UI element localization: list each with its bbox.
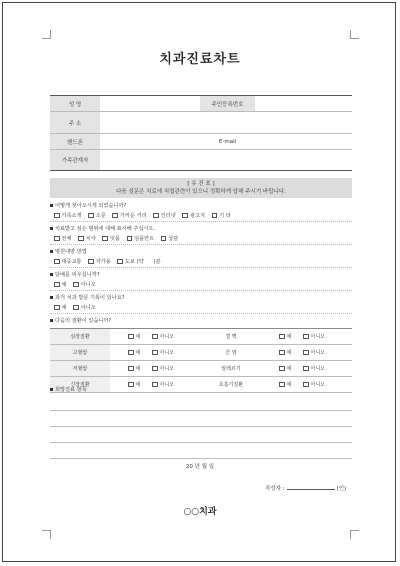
bullet-square-icon	[50, 273, 53, 276]
address-label: 주 소	[50, 112, 100, 133]
signature-suffix: (인)	[336, 486, 347, 492]
address-field[interactable]	[100, 112, 352, 133]
name-row	[50, 96, 352, 112]
question-diseases	[50, 317, 352, 326]
option-label: 대중교통	[61, 259, 82, 265]
option-label: 상담	[168, 236, 179, 242]
yes-label: 예	[286, 366, 292, 372]
rrn-label: 주민등록번호	[200, 96, 255, 111]
option-label: 아니오	[80, 305, 96, 311]
question-referral	[50, 202, 352, 222]
checkbox[interactable]	[279, 350, 285, 356]
no-label: 아니오	[159, 382, 174, 388]
option-label: 기 타	[219, 213, 231, 219]
question-text: 어떻게 찾아오시게 되었습니까?	[55, 203, 127, 209]
checkbox[interactable]	[182, 213, 188, 219]
email-label: E-mail	[200, 134, 255, 149]
family-label: 가족관계자	[50, 150, 100, 170]
phone-row	[50, 134, 352, 150]
patient-info-table	[50, 95, 352, 171]
question-text: 병원내방 방법	[55, 249, 87, 255]
phone-label: 핸드폰	[50, 134, 100, 149]
checkbox[interactable]	[54, 305, 60, 311]
phone-field[interactable]	[100, 134, 200, 149]
disease-row	[50, 361, 352, 377]
checkbox[interactable]	[128, 334, 134, 340]
signature-line	[265, 484, 346, 492]
disease-name: 호흡기질환	[201, 377, 261, 392]
date-line: 20 년 월 일	[185, 464, 215, 470]
checkbox[interactable]	[78, 236, 84, 242]
checkbox[interactable]	[279, 366, 285, 372]
checkbox[interactable]	[88, 259, 94, 265]
option-label: 자가용	[95, 259, 111, 265]
family-field[interactable]	[100, 150, 352, 170]
question-visit-method	[50, 248, 352, 268]
checkbox[interactable]	[128, 350, 134, 356]
checkbox[interactable]	[279, 334, 285, 340]
email-field[interactable]	[255, 134, 352, 149]
checkbox[interactable]	[152, 366, 158, 372]
checkbox[interactable]	[127, 236, 133, 242]
question-text: 과거 치과 방문 기록이 있나요?	[55, 295, 125, 301]
question-text: 희망진료 항목	[55, 387, 87, 393]
checkbox[interactable]	[152, 334, 158, 340]
yes-label: 예	[135, 366, 141, 372]
option-label: 도보 (약	[124, 259, 144, 265]
disease-name: 고혈압	[50, 345, 110, 360]
question-smoking	[50, 271, 352, 291]
no-label: 아니오	[310, 334, 325, 340]
disease-row	[50, 345, 352, 361]
disease-name: 알레르기	[201, 361, 261, 376]
rrn-field[interactable]	[255, 96, 352, 111]
signature-field[interactable]	[287, 489, 335, 490]
option-label: 가족소개	[61, 213, 82, 219]
option-suffix: )분	[153, 259, 161, 265]
yes-label: 예	[135, 382, 141, 388]
option-label: 임플란트	[134, 236, 155, 242]
checkbox[interactable]	[54, 282, 60, 288]
yes-label: 예	[286, 382, 292, 388]
checkbox[interactable]	[88, 213, 94, 219]
checkbox[interactable]	[54, 213, 60, 219]
no-label: 아니오	[159, 366, 174, 372]
checkbox[interactable]	[117, 259, 123, 265]
no-label: 아니오	[159, 334, 174, 340]
checkbox[interactable]	[54, 236, 60, 242]
no-label: 아니오	[310, 366, 325, 372]
checkbox[interactable]	[112, 213, 118, 219]
notice-text: 다음 설문은 치료에 직접관련이 있으니 정확하게 답해 주시기 바랍니다.	[116, 189, 286, 195]
desired-treatment-lines[interactable]	[50, 395, 352, 459]
disease-name: 결 핵	[201, 329, 261, 344]
disease-grid	[50, 328, 352, 393]
no-label: 아니오	[310, 350, 325, 356]
checkbox[interactable]	[73, 282, 79, 288]
address-row	[50, 112, 352, 134]
option-label: 전체	[61, 236, 72, 242]
option-label: 잇몸	[109, 236, 120, 242]
option-label: 예	[61, 282, 67, 288]
notice-box	[50, 178, 352, 198]
disease-name: 신장질환	[50, 377, 110, 392]
disease-row	[50, 329, 352, 345]
name-label: 성 명	[50, 96, 100, 111]
question-past-visit	[50, 294, 352, 314]
checkbox[interactable]	[73, 305, 79, 311]
option-label: 가까운 거리	[119, 213, 147, 219]
clinic-name: ○○치과	[183, 507, 217, 517]
disease-name: 저혈압	[50, 361, 110, 376]
crop-mark	[350, 530, 359, 539]
yes-label: 예	[286, 350, 292, 356]
bullet-square-icon	[50, 296, 53, 299]
yes-label: 예	[135, 350, 141, 356]
checkbox[interactable]	[303, 350, 309, 356]
question-treatment-range	[50, 225, 352, 245]
option-label: 소문	[95, 213, 106, 219]
question-text: 치료받고 싶은 범위에 대해 표시해 주십시오.	[55, 226, 156, 232]
crop-mark	[42, 530, 51, 539]
checkbox[interactable]	[212, 213, 218, 219]
option-label: 광고지	[189, 213, 206, 219]
disease-name: 심장질환	[50, 329, 110, 344]
option-label: 아니오	[80, 282, 96, 288]
no-label: 아니오	[310, 382, 325, 388]
question-desired-treatment	[50, 386, 352, 395]
checkbox[interactable]	[153, 213, 159, 219]
family-row	[50, 150, 352, 171]
bullet-square-icon	[50, 250, 53, 253]
signature-label: 작성자 :	[265, 486, 285, 492]
checkbox[interactable]	[161, 236, 167, 242]
bullet-square-icon	[50, 227, 53, 230]
option-label: 예	[61, 305, 67, 311]
question-text: 다음의 질환이 있습니까?	[55, 318, 112, 324]
document-title: 치과진료차트	[159, 52, 241, 67]
question-text: 담배를 피우십니까?	[55, 272, 100, 278]
yes-label: 예	[286, 334, 292, 340]
option-label: 치아	[85, 236, 96, 242]
crop-mark	[350, 30, 359, 39]
checkbox[interactable]	[303, 366, 309, 372]
crop-mark	[42, 30, 51, 39]
name-field[interactable]	[100, 96, 200, 111]
bullet-square-icon	[50, 204, 53, 207]
option-label: 인터넷	[160, 213, 176, 219]
checkbox[interactable]	[102, 236, 108, 242]
no-label: 아니오	[159, 350, 174, 356]
checkbox[interactable]	[303, 334, 309, 340]
bullet-square-icon	[50, 319, 53, 322]
checkbox[interactable]	[152, 350, 158, 356]
yes-label: 예	[135, 334, 141, 340]
checkbox[interactable]	[128, 366, 134, 372]
disease-name: 간 염	[201, 345, 261, 360]
notice-heading: [ 유 진 표 ]	[187, 181, 215, 187]
checkbox[interactable]	[54, 259, 60, 265]
bullet-square-icon	[50, 388, 53, 391]
